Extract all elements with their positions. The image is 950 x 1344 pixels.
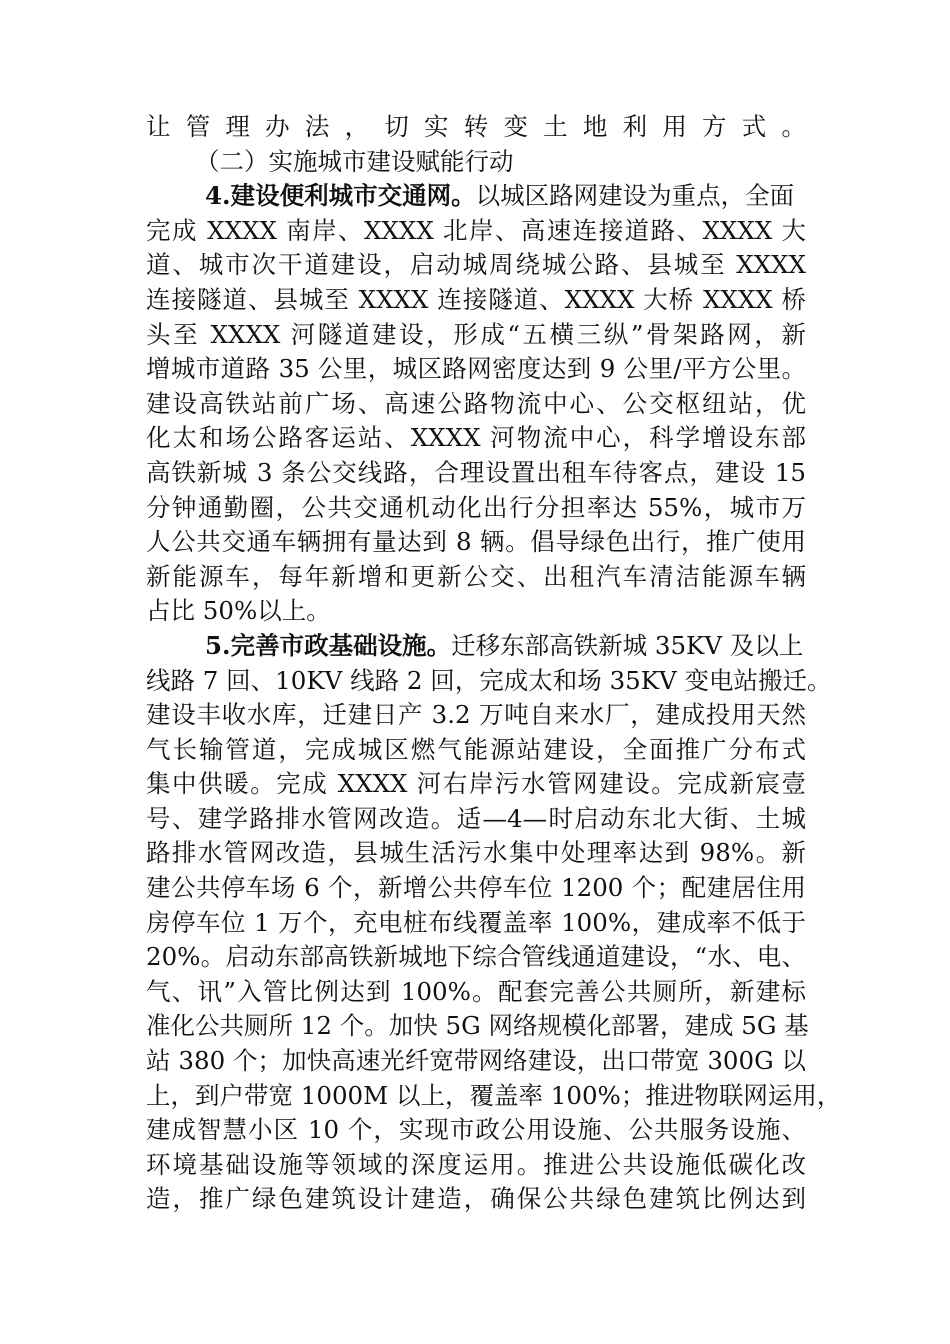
text-line: 高铁新城 3 条公交线路，合理设置出租车待客点，建设 15 — [146, 457, 806, 487]
text-line: 号、建学路排水管网改造。适—4—时启动东北大街、土城 — [146, 803, 806, 833]
text-line: 增城市道路 35 公里，城区路网密度达到 9 公里/平方公里。 — [146, 354, 806, 384]
text-line: 占比 50%以上。 — [146, 596, 331, 626]
text-line: 20%。启动东部高铁新城地下综合管线通道建设，“水、电、 — [146, 942, 806, 972]
text-line: 线路 7 回、10KV 线路 2 回，完成太和场 35KV 变电站搬迁。 — [146, 665, 832, 695]
text-line: 房停车位 1 万个，充电桩布线覆盖率 100%，建成率不低于 — [146, 907, 806, 937]
text-line: 建设高铁站前广场、高速公路物流中心、公交枢纽站，优 — [146, 388, 806, 418]
text-line: 化太和场公路客运站、XXXX 河物流中心，科学增设东部 — [146, 423, 806, 453]
text-line-content: 迁移东部高铁新城 35KV 及以上 — [451, 630, 804, 660]
text-line: 连接隧道、县城至 XXXX 连接隧道、XXXX 大桥 XXXX 桥 — [146, 284, 806, 314]
document-body — [146, 110, 842, 1217]
text-line: 人公共交通车辆拥有量达到 8 辆。倡导绿色出行，推广使用 — [146, 527, 806, 557]
item-heading-bold: 4.建设便利城市交通网。 — [205, 181, 476, 211]
text-line: 新能源车，每年新增和更新公交、出租汽车清洁能源车辆 — [146, 561, 806, 591]
text-line: 路排水管网改造，县城生活污水集中处理率达到 98%。新 — [146, 838, 806, 868]
text-line: 让管理办法，切实转变土地利用方式。 — [146, 112, 806, 141]
text-line: 气长输管道，完成城区燃气能源站建设，全面推广分布式 — [146, 734, 806, 764]
paragraph-start-line — [146, 629, 806, 664]
text-line: 完成 XXXX 南岸、XXXX 北岸、高速连接道路、XXXX 大 — [146, 215, 806, 245]
paragraph-start-line — [146, 179, 806, 214]
text-line: 造，推广绿色建筑设计建造，确保公共绿色建筑比例达到 — [146, 1184, 806, 1214]
text-line: 道、城市次干道建设，启动城周绕城公路、县城至 XXXX — [146, 250, 806, 280]
text-line: 站 380 个；加快高速光纤宽带网络建设，出口带宽 300G 以 — [146, 1046, 806, 1076]
text-line: 头至 XXXX 河隧道建设，形成“五横三纵”骨架路网，新 — [146, 319, 806, 349]
text-line: 上，到户带宽 1000M 以上，覆盖率 100%；推进物联网运用， — [146, 1080, 842, 1110]
text-line: 环境基础设施等领域的深度运用。推进公共设施低碳化改 — [146, 1149, 806, 1179]
section-heading: （二）实施城市建设赋能行动 — [195, 146, 514, 176]
text-line: 建公共停车场 6 个，新增公共停车位 1200 个；配建居住用 — [146, 873, 806, 903]
text-line: 准化公共厕所 12 个。加快 5G 网络规模化部署，建成 5G 基 — [146, 1011, 809, 1041]
text-line: 建设丰收水库，迁建日产 3.2 万吨自来水厂，建成投用天然 — [146, 700, 806, 730]
text-line: 气、讯”入管比例达到 100%。配套完善公共厕所，新建标 — [146, 976, 806, 1006]
text-line: 建成智慧小区 10 个，实现市政公用设施、公共服务设施、 — [146, 1115, 806, 1145]
item-heading-bold: 5.完善市政基础设施。 — [205, 630, 452, 660]
text-line: 集中供暖。完成 XXXX 河右岸污水管网建设。完成新宸壹 — [146, 769, 806, 799]
text-line: 分钟通勤圈，公共交通机动化出行分担率达 55%，城市万 — [146, 492, 806, 522]
text-line-content: 以城区路网建设为重点，全面 — [475, 181, 795, 211]
